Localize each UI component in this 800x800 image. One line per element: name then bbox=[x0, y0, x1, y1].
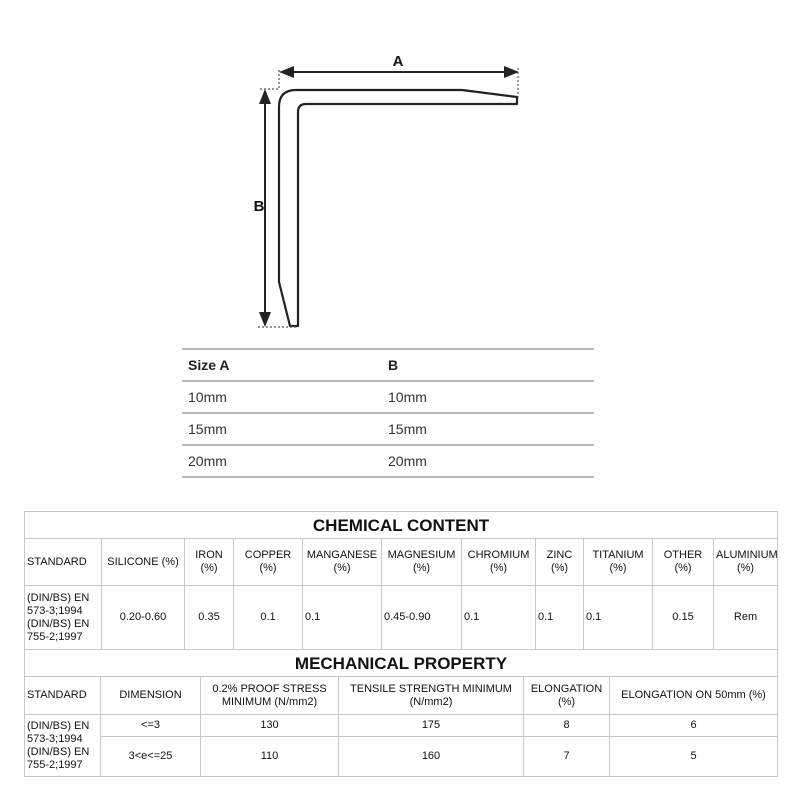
column-header: IRON (%) bbox=[185, 539, 234, 586]
table-cell: 10mm bbox=[382, 381, 594, 413]
table-header-row bbox=[182, 349, 594, 381]
table-cell: 15mm bbox=[182, 413, 382, 445]
arrowhead-icon bbox=[259, 312, 271, 327]
table-cell: 0.1 bbox=[536, 586, 584, 650]
column-header: 0.2% PROOF STRESS MINIMUM (N/mm2) bbox=[201, 677, 339, 715]
table-row bbox=[182, 381, 594, 413]
table-cell: <=3 bbox=[101, 715, 201, 737]
standard-cell: (DIN/BS) EN 573-3;1994 (DIN/BS) EN 755-2;1997 bbox=[25, 715, 101, 777]
table-cell: 110 bbox=[201, 737, 339, 777]
table-cell: 20mm bbox=[382, 445, 594, 477]
column-header: SILICONE (%) bbox=[102, 539, 185, 586]
table-header-row bbox=[25, 539, 778, 586]
chemical-content-title: CHEMICAL CONTENT bbox=[25, 512, 778, 539]
column-header: ELONGATION (%) bbox=[524, 677, 610, 715]
table-row bbox=[25, 586, 778, 650]
column-header: TENSILE STRENGTH MINIMUM (N/mm2) bbox=[339, 677, 524, 715]
table-cell: 0.1 bbox=[234, 586, 303, 650]
mechanical-property-table bbox=[24, 649, 778, 777]
column-header: CHROMIUM (%) bbox=[462, 539, 536, 586]
table-row bbox=[25, 737, 778, 777]
table-cell: 0.1 bbox=[584, 586, 653, 650]
table-cell: 6 bbox=[610, 715, 778, 737]
dimension-label-b: B bbox=[253, 198, 265, 215]
table-cell: 7 bbox=[524, 737, 610, 777]
column-header: OTHER (%) bbox=[653, 539, 714, 586]
standard-cell: (DIN/BS) EN 573-3;1994 (DIN/BS) EN 755-2;1997 bbox=[25, 586, 102, 650]
dimension-label-a: A bbox=[392, 53, 404, 70]
mechanical-property-title: MECHANICAL PROPERTY bbox=[25, 650, 778, 677]
column-header: STANDARD bbox=[25, 677, 101, 715]
table-cell: 0.20-0.60 bbox=[102, 586, 185, 650]
column-header: TITANIUM (%) bbox=[584, 539, 653, 586]
table-cell: Rem bbox=[714, 586, 778, 650]
column-header: B bbox=[382, 349, 594, 381]
angle-profile-shape bbox=[279, 90, 517, 326]
chemical-content-table bbox=[24, 511, 778, 650]
column-header: Size A bbox=[182, 349, 382, 381]
table-header-row bbox=[25, 677, 778, 715]
table-cell: 20mm bbox=[182, 445, 382, 477]
table-cell: 8 bbox=[524, 715, 610, 737]
table-cell: 3<e<=25 bbox=[101, 737, 201, 777]
table-row bbox=[25, 715, 778, 737]
table-cell: 0.1 bbox=[303, 586, 382, 650]
angle-profile-diagram bbox=[0, 0, 800, 340]
size-table bbox=[182, 348, 594, 478]
arrowhead-icon bbox=[504, 66, 519, 78]
table-row bbox=[182, 413, 594, 445]
table-cell: 0.1 bbox=[462, 586, 536, 650]
table-cell: 5 bbox=[610, 737, 778, 777]
column-header: MANGANESE (%) bbox=[303, 539, 382, 586]
table-cell: 160 bbox=[339, 737, 524, 777]
arrowhead-icon bbox=[259, 89, 271, 104]
table-cell: 0.35 bbox=[185, 586, 234, 650]
table-row bbox=[182, 445, 594, 477]
table-cell: 15mm bbox=[382, 413, 594, 445]
column-header: MAGNESIUM (%) bbox=[382, 539, 462, 586]
column-header: ZINC (%) bbox=[536, 539, 584, 586]
column-header: ALUMINIUM (%) bbox=[714, 539, 778, 586]
table-cell: 0.45-0.90 bbox=[382, 586, 462, 650]
column-header: ELONGATION ON 50mm (%) bbox=[610, 677, 778, 715]
table-cell: 10mm bbox=[182, 381, 382, 413]
column-header: COPPER (%) bbox=[234, 539, 303, 586]
table-cell: 130 bbox=[201, 715, 339, 737]
arrowhead-icon bbox=[279, 66, 294, 78]
column-header: STANDARD bbox=[25, 539, 102, 586]
table-cell: 175 bbox=[339, 715, 524, 737]
table-cell: 0.15 bbox=[653, 586, 714, 650]
column-header: DIMENSION bbox=[101, 677, 201, 715]
